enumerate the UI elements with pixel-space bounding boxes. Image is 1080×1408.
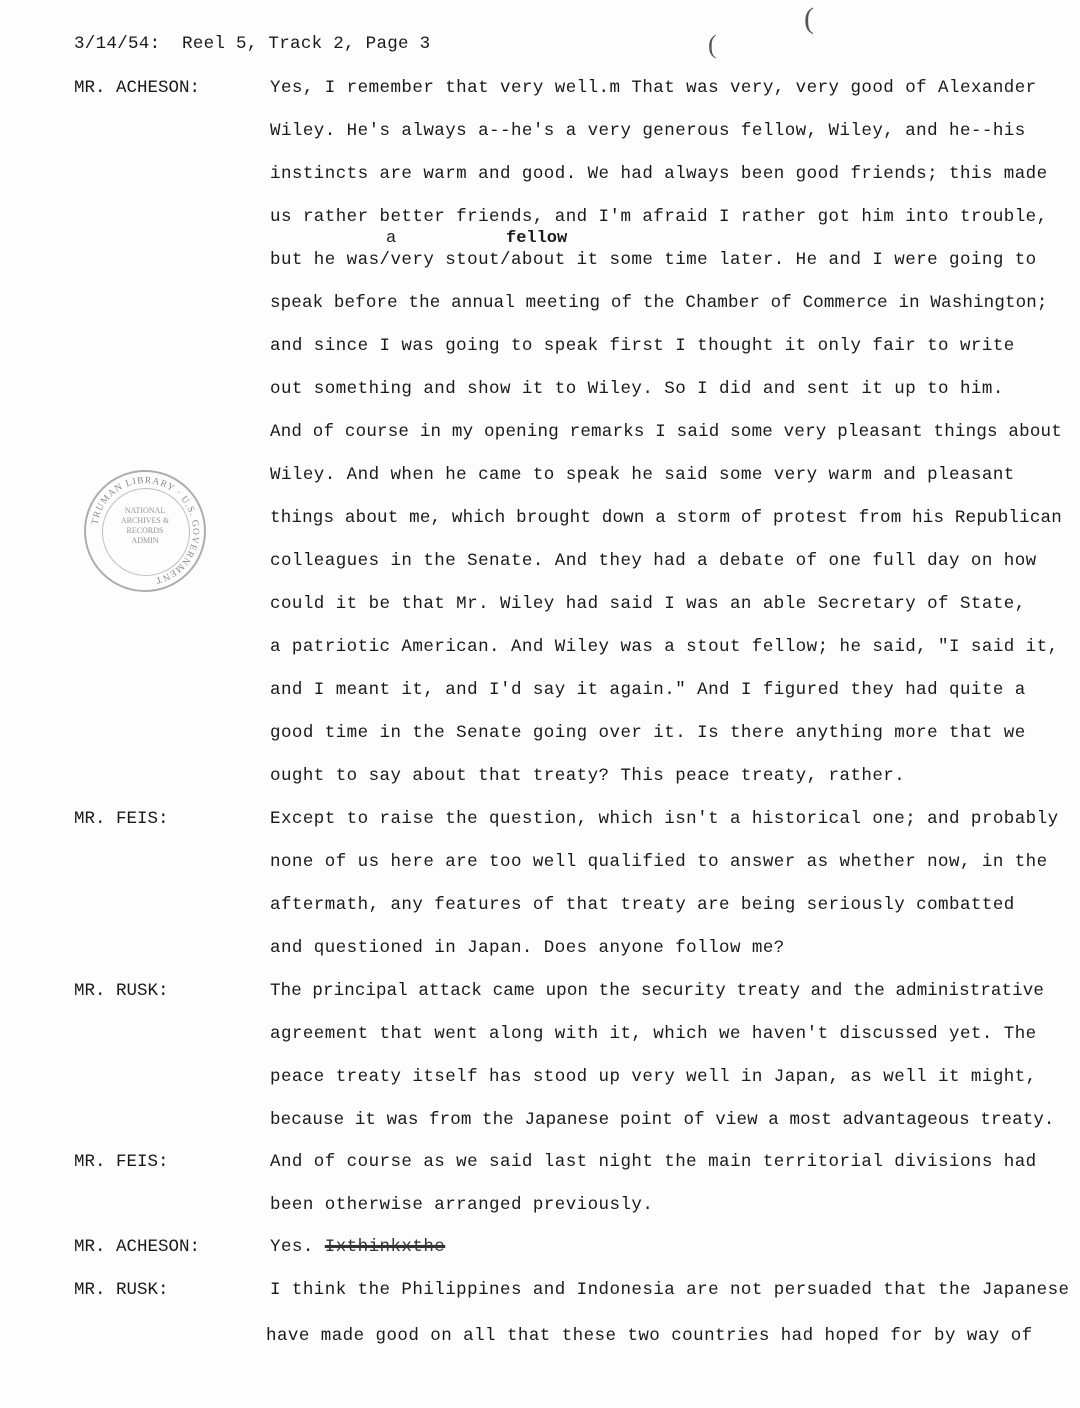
transcript-line: things about me, which brought down a storm of protest from his Republican <box>270 508 1062 528</box>
interlinear-insert: a <box>386 229 397 248</box>
transcript-line: Wiley. He's always a--he's a very generous fellow, Wiley, and he--his <box>270 121 1026 141</box>
transcript-line: peace treaty itself has stood up very well in Japan, as well it might, <box>270 1067 1037 1087</box>
transcript-line: Yes, I remember that very well.m That was very, very good of Alexander <box>270 78 1037 98</box>
transcript-line: And of course in my opening remarks I said some very pleasant things about <box>270 422 1062 442</box>
transcript-line: Wiley. And when he came to speak he said some very warm and pleasant <box>270 465 1015 485</box>
stamp-text: NATIONAL ARCHIVES & RECORDS ADMIN <box>120 506 170 545</box>
speaker-label: MR. FEIS: <box>74 1152 169 1172</box>
transcript-line: none of us here are too well qualified to answer as whether now, in the <box>270 852 1048 872</box>
transcript-line: ought to say about that treaty? This peace treaty, rather. <box>270 766 906 786</box>
transcript-line: could it be that Mr. Wiley had said I was an able Secretary of State, <box>270 594 1026 614</box>
speaker-label: MR. RUSK: <box>74 981 169 1001</box>
transcript-line: a patriotic American. And Wiley was a stout fellow; he said, "I said it, <box>270 637 1059 657</box>
transcript-line <box>270 1237 445 1257</box>
speaker-label: MR. RUSK: <box>74 1280 169 1300</box>
transcript-line: colleagues in the Senate. And they had a debate of one full day on how <box>270 551 1037 571</box>
transcript-line: but he was/very stout/about it some time later. He and I were going to <box>270 250 1037 270</box>
margin-mark: ( <box>708 30 717 59</box>
struck-out-text: Ixthinkxthe <box>324 1237 446 1257</box>
transcript-line: agreement that went along with it, which we haven't discussed yet. The <box>270 1024 1037 1044</box>
page-header: 3/14/54: Reel 5, Track 2, Page 3 <box>74 34 431 54</box>
transcript-line: instincts are warm and good. We had always been good friends; this made <box>270 164 1048 184</box>
transcript-line: The principal attack came upon the security treaty and the administrative <box>270 981 1044 1001</box>
transcript-line: speak before the annual meeting of the Chamber of Commerce in Washington; <box>270 293 1048 313</box>
transcript-line: and I meant it, and I'd say it again." And I figured they had quite a <box>270 680 1026 700</box>
transcript-line: been otherwise arranged previously. <box>270 1195 654 1215</box>
transcript-line: And of course as we said last night the main territorial divisions had <box>270 1152 1037 1172</box>
margin-mark: ( <box>804 2 814 35</box>
transcript-line: because it was from the Japanese point of view a most advantageous treaty. <box>270 1110 1055 1130</box>
transcript-line: I think the Philippines and Indonesia are not persuaded that the Japanese <box>270 1280 1070 1300</box>
speaker-label: MR. ACHESON: <box>74 78 201 98</box>
line-text: Yes. <box>270 1237 325 1257</box>
transcript-line: out something and show it to Wiley. So I did and sent it up to him. <box>270 379 1004 399</box>
transcript-line: Except to raise the question, which isn't a historical one; and probably <box>270 809 1059 829</box>
transcript-line: and questioned in Japan. Does anyone follow me? <box>270 938 785 958</box>
transcript-line: aftermath, any features of that treaty are being seriously combatted <box>270 895 1015 915</box>
speaker-label: MR. ACHESON: <box>74 1237 201 1257</box>
archive-stamp <box>84 470 206 592</box>
interlinear-insert: fellow <box>506 229 568 248</box>
transcript-line: us rather better friends, and I'm afraid I rather got him into trouble, <box>270 207 1048 227</box>
transcript-line: have made good on all that these two countries had hoped for by way of <box>266 1326 1033 1346</box>
stamp-ring-text: TRUMAN LIBRARY · U.S. GOVERNMENT <box>90 475 201 585</box>
transcript-line: good time in the Senate going over it. Is there anything more that we <box>270 723 1026 743</box>
transcript-line: and since I was going to speak first I thought it only fair to write <box>270 336 1015 356</box>
speaker-label: MR. FEIS: <box>74 809 169 829</box>
